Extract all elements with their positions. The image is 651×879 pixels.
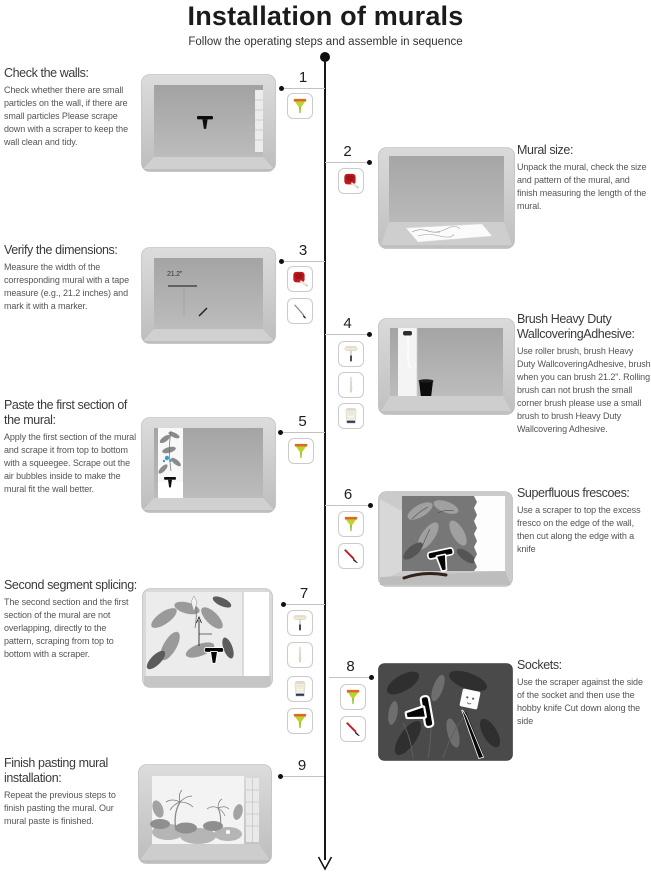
tool-badge: [338, 372, 364, 398]
step-7-text: [4, 578, 138, 661]
tool-badge: [288, 438, 314, 464]
squeegee-icon: [343, 687, 363, 707]
step-4-text: [517, 312, 651, 436]
step-5-connector-dot: [278, 430, 283, 435]
step-9-text: [4, 756, 135, 828]
step-3-connector-dot: [279, 259, 284, 264]
tool-badge: [287, 676, 313, 702]
adhesive-tub-icon: [341, 406, 361, 426]
knife-icon: [343, 719, 363, 739]
step-1-text: [4, 66, 135, 149]
step-6-number: 6: [343, 486, 353, 503]
squeegee-icon: [290, 711, 310, 731]
step-3-illustration: [141, 247, 276, 344]
step-9-illustration: [138, 764, 272, 864]
tool-badge: [287, 708, 313, 734]
tool-badge: [287, 298, 313, 324]
socket-detail: [459, 688, 480, 709]
step-3-title: Verify the dimensions:: [4, 243, 118, 257]
squeegee-icon: [341, 514, 361, 534]
timeline-arrow-icon: [316, 854, 334, 872]
step-1-number: 1: [298, 69, 308, 86]
step-1-title: Check the walls:: [4, 66, 89, 80]
roller-brush-icon: [341, 344, 361, 364]
tool-badge: [338, 168, 364, 194]
step-7-title: Second segment splicing:: [4, 578, 137, 592]
finished-mural: [150, 776, 244, 844]
tool-badge: [338, 511, 364, 537]
tool-badge: [287, 642, 313, 668]
step-2-connector: [325, 162, 370, 163]
step-8-title: Sockets:: [517, 658, 562, 672]
step-2-text: [517, 143, 649, 213]
step-3-body: Measure the width of the corresponding mural with a tape measure (e.g., 21.2 inches) and mark it with a marker.: [4, 261, 129, 311]
step-9-body: Repeat the previous steps to finish pasting the mural. Our mural paste is finished.: [4, 789, 116, 826]
step-3-number: 3: [298, 242, 308, 259]
adhesive-bucket: [418, 379, 433, 396]
tool-badge: [338, 403, 364, 429]
step-6-body: Use a scraper to top the excess fresco on the edge of the wall, then cut along the edge with a knife: [517, 504, 641, 554]
step-9-title: Finish pasting mural installation:: [4, 756, 108, 785]
step-7-connector: [283, 604, 325, 605]
step-7-connector-dot: [281, 602, 286, 607]
step-4-number: 4: [343, 315, 352, 332]
step-6-title: Superfluous frescoes:: [517, 486, 630, 500]
step-6-connector-dot: [368, 503, 373, 508]
step-4-body: Use roller brush, brush Heavy Duty WallcoveringAdhesive, brush when you can brush 21.2". Rolling brush can not brush the small corner brush please use a small brush to brush Heavy Duty Wallcovering Adhesive.: [517, 345, 651, 434]
step-5-illustration: [141, 417, 276, 513]
step-1-connector: [281, 88, 325, 89]
step-8-text: [517, 658, 648, 728]
tool-badge: [287, 93, 313, 119]
step-8-connector: [329, 677, 372, 678]
step-2-body: Unpack the mural, check the size and pattern of the mural, and finish measuring the length of the mural.: [517, 161, 647, 211]
radiator-detail: [246, 778, 259, 842]
step-9-connector-dot: [278, 774, 283, 779]
step-6-text: [517, 486, 649, 556]
knife-icon: [341, 546, 361, 566]
step-6-illustration: [378, 491, 513, 587]
step-4-illustration: [378, 318, 515, 415]
squeegee-icon: [291, 441, 311, 461]
first-mural-strip: [157, 428, 183, 498]
radiator-detail: [255, 90, 263, 152]
dimension-label: 21.2": [167, 271, 183, 278]
tool-badge: [338, 543, 364, 569]
step-8-number: 8: [346, 658, 355, 675]
squeegee-icon: [290, 96, 310, 116]
step-1-illustration: [141, 74, 276, 172]
step-2-number: 2: [343, 143, 352, 160]
timeline-line: [324, 57, 326, 860]
mural-closeup: [401, 496, 505, 571]
page-title: Installation of murals: [187, 1, 464, 31]
step-8-body: Use the scraper against the side of the socket and then use the hobby knife Cut down along the side: [517, 676, 643, 726]
small-brush-icon: [341, 375, 361, 395]
tool-badge: [287, 266, 313, 292]
step-2-title: Mural size:: [517, 143, 574, 157]
step-4-connector: [325, 334, 370, 335]
tape-measure-icon: [341, 171, 361, 191]
step-8-illustration: [378, 663, 513, 761]
step-3-connector: [281, 261, 325, 262]
step-1-connector-dot: [279, 86, 284, 91]
step-5-body: Apply the first section of the mural and scrape it from top to bottom with a squeegee. Scrape out the air bubbles inside to make the mural fit the wall better.: [4, 431, 136, 494]
step-7-number: 7: [299, 585, 309, 602]
step-5-connector: [280, 432, 325, 433]
adhesive-tub-icon: [290, 679, 310, 699]
step-9-number: 9: [297, 757, 307, 774]
step-4-connector-dot: [367, 332, 372, 337]
tape-measure-icon: [290, 269, 310, 289]
step-6-connector: [325, 505, 371, 506]
tool-badge: [340, 684, 366, 710]
step-7-illustration: [142, 588, 273, 688]
tool-badge: [338, 341, 364, 367]
tool-badge: [287, 610, 313, 636]
tool-badge: [340, 716, 366, 742]
step-5-title: Paste the first section of the mural:: [4, 398, 127, 427]
marker-icon: [290, 301, 310, 321]
step-5-text: [4, 398, 136, 496]
step-3-text: [4, 243, 136, 313]
step-8-connector-dot: [369, 675, 374, 680]
step-5-number: 5: [298, 413, 307, 430]
small-brush-icon: [290, 645, 310, 665]
step-1-body: Check whether there are small particles on the wall, if there are small particles Please scrape down with a scraper to keep the wall clean and tidy.: [4, 84, 128, 147]
page-subtitle: Follow the operating steps and assemble in sequence: [188, 36, 463, 48]
step-7-body: The second section and the first section of the mural are not overlapping, directly to the pattern, scraping from top to bottom with a scraper.: [4, 596, 129, 659]
step-2-illustration: [378, 147, 515, 249]
step-2-connector-dot: [367, 160, 372, 165]
step-9-connector: [280, 776, 324, 777]
roller-brush-icon: [290, 613, 310, 633]
step-4-title: Brush Heavy Duty WallcoveringAdhesive:: [517, 312, 635, 341]
